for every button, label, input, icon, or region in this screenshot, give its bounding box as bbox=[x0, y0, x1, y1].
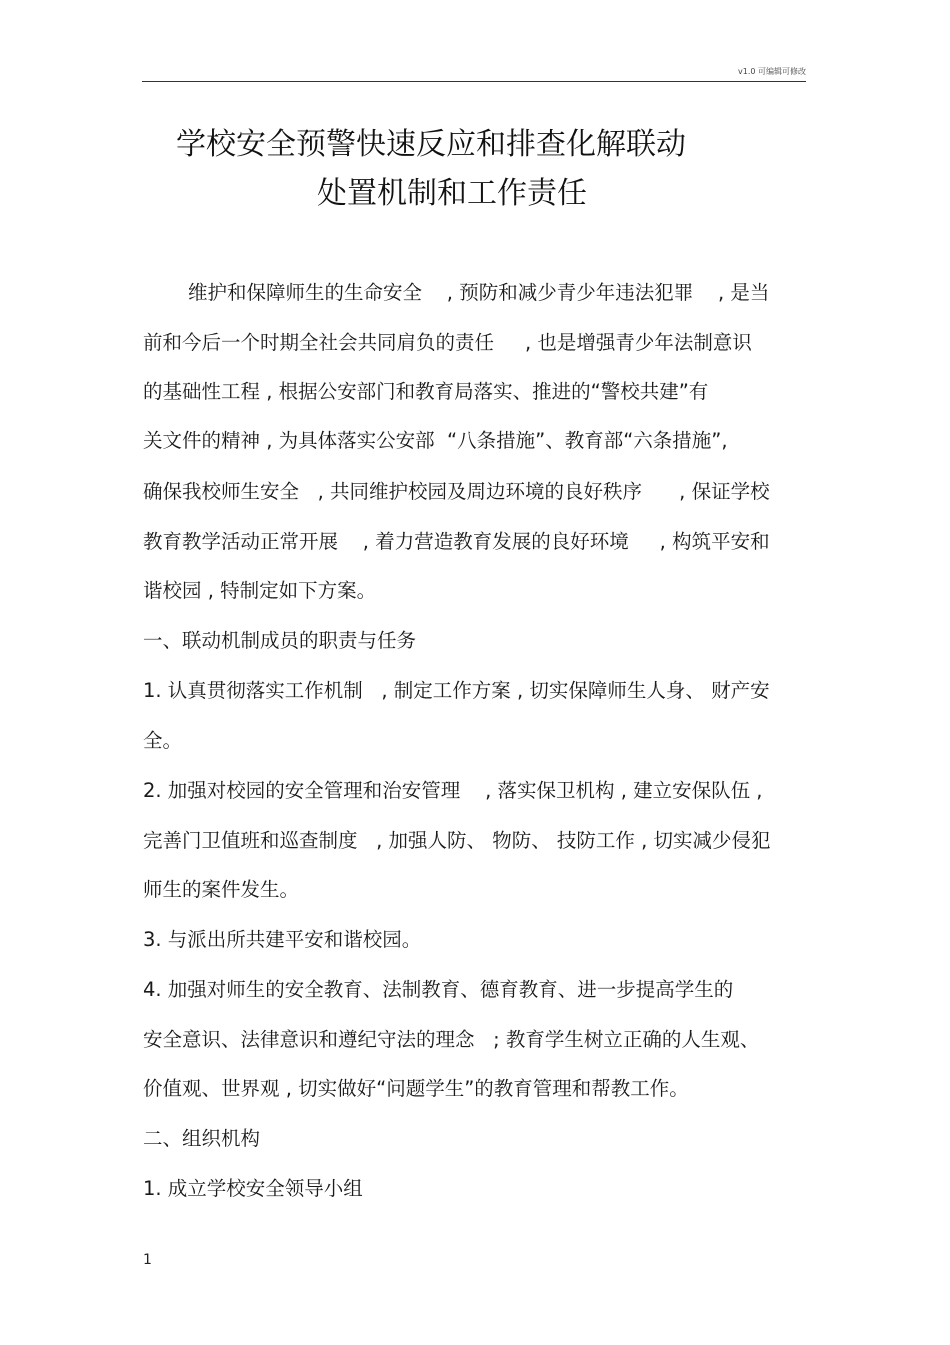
section-heading: 一、联动机制成员的职责与任务 bbox=[143, 629, 417, 652]
section-heading: 二、组织机构 bbox=[143, 1127, 261, 1150]
body-line: 完善门卫值班和巡查制度 , 加强人防、 物防、 技防工作 , 切实减少侵犯 bbox=[143, 829, 771, 852]
body-line: 维护和保障师生的生命安全 , 预防和减少青少年违法犯罪 , 是当 bbox=[188, 281, 770, 304]
body-line: 1. 成立学校安全领导小组 bbox=[143, 1177, 363, 1200]
page-number: 1 bbox=[143, 1252, 152, 1268]
header-note: v1.0 可编辑可修改 bbox=[738, 67, 806, 76]
body-line: 前和今后一个时期全社会共同肩负的责任 , 也是增强青少年法制意识 bbox=[143, 331, 752, 354]
body-line: 全。 bbox=[143, 729, 183, 752]
body-line: 价值观、世界观 , 切实做好“问题学生”的教育管理和帮教工作。 bbox=[143, 1077, 689, 1100]
body-line: 关文件的精神 , 为具体落实公安部 “八条措施”、教育部“六条措施”, bbox=[143, 429, 728, 452]
header-rule bbox=[142, 81, 806, 82]
body-line: 1. 认真贯彻落实工作机制 , 制定工作方案 , 切实保障师生人身、 财产安 bbox=[143, 679, 770, 702]
document-title-line-2: 处置机制和工作责任 bbox=[317, 176, 587, 211]
body-line: 教育教学活动正常开展 , 着力营造教育发展的良好环境 , 构筑平安和 bbox=[143, 530, 770, 553]
body-line: 4. 加强对师生的安全教育、法制教育、德育教育、进一步提高学生的 bbox=[143, 978, 734, 1001]
body-line: 安全意识、法律意识和遵纪守法的理念 ; 教育学生树立正确的人生观、 bbox=[143, 1028, 760, 1051]
body-line: 师生的案件发生。 bbox=[143, 878, 300, 901]
body-line: 2. 加强对校园的安全管理和治安管理 , 落实保卫机构 , 建立安保队伍 , bbox=[143, 779, 763, 802]
body-line: 3. 与派出所共建平安和谐校园。 bbox=[143, 928, 422, 951]
document-title-line-1: 学校安全预警快速反应和排查化解联动 bbox=[176, 127, 686, 162]
body-line: 确保我校师生安全 , 共同维护校园及周边环境的良好秩序 , 保证学校 bbox=[143, 480, 770, 503]
body-line: 谐校园 , 特制定如下方案。 bbox=[143, 579, 377, 602]
body-line: 的基础性工程 , 根据公安部门和教育局落实、推进的“警校共建”有 bbox=[143, 380, 709, 403]
